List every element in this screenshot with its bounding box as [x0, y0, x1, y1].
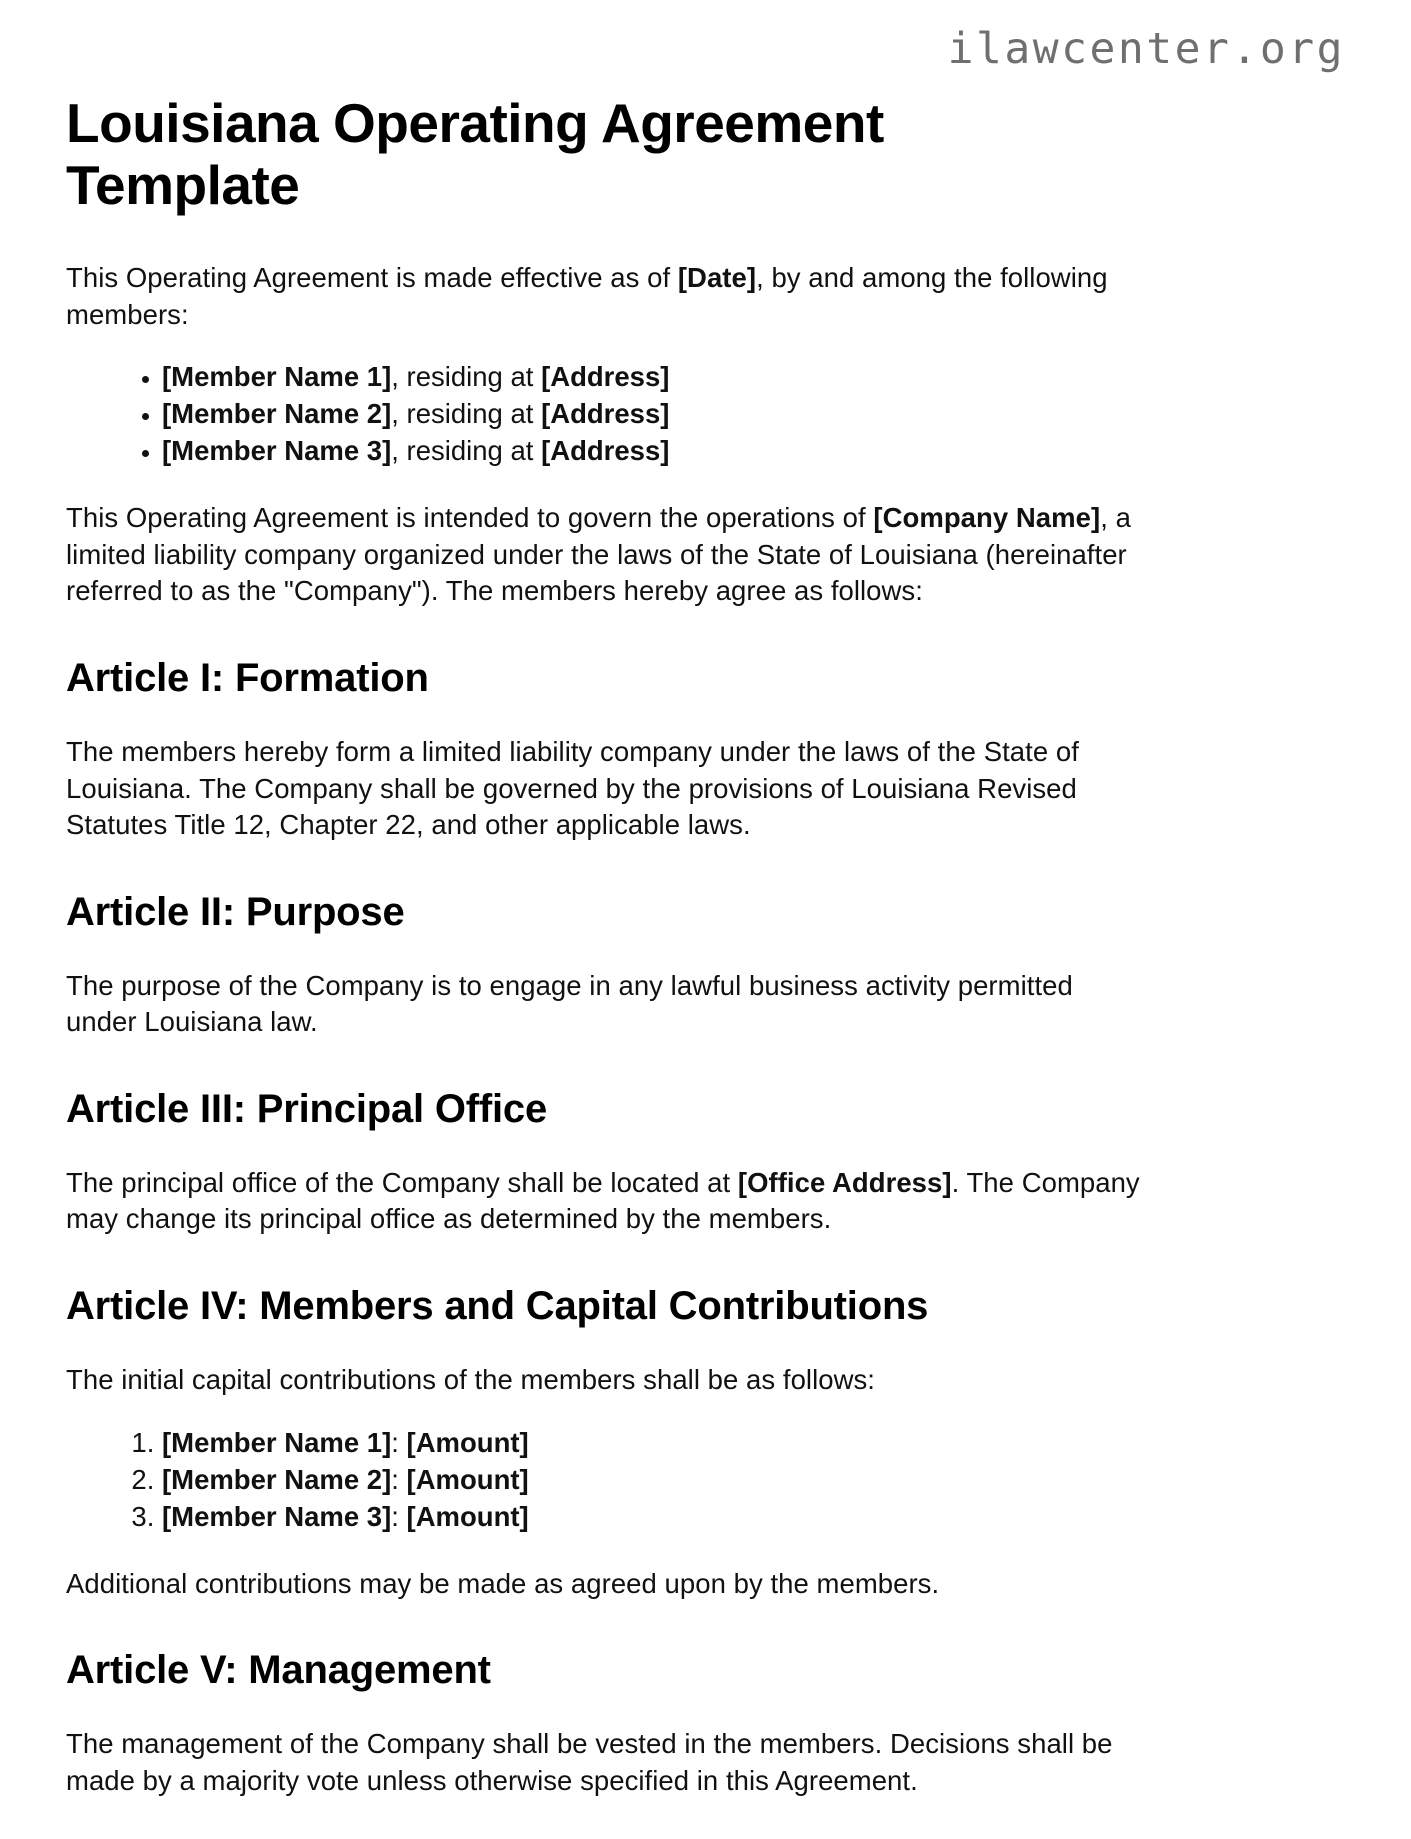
- spacer: [66, 470, 1345, 500]
- intro-text-before: This Operating Agreement is made effective as of: [66, 262, 678, 294]
- member-address: [Address]: [541, 361, 670, 393]
- spacer: [66, 934, 1345, 968]
- intro-text-after: , by and among the following members:: [66, 262, 1108, 330]
- governing-text-after: , a limited liability company organized under the laws of the State of Louisiana (hereinafter referred to as the "Company"). The members hereby agree as follows:: [66, 502, 1131, 607]
- list-item: [162, 359, 1345, 396]
- spacer: [66, 1041, 1345, 1087]
- contribution-separator: :: [391, 1463, 407, 1495]
- spacer: [66, 1692, 1345, 1726]
- spacer: [66, 1238, 1345, 1284]
- governing-text-before: This Operating Agreement is intended to govern the operations of: [66, 502, 874, 534]
- member-address: [Address]: [541, 398, 670, 430]
- office-text-after: . The Company may change its principal office as determined by the members.: [66, 1166, 1140, 1235]
- contribution-separator: :: [391, 1500, 407, 1532]
- member-residing-text: , residing at: [391, 435, 542, 467]
- article-body-5: The management of the Company shall be vested in the members. Decisions shall be made by a majority vote unless otherwise specified in this Agreement.: [66, 1728, 1113, 1796]
- member-list: [66, 359, 1345, 470]
- spacer: [66, 1536, 1345, 1566]
- spacer: [66, 333, 1345, 359]
- contribution-member-name: [Member Name 2]: [162, 1463, 392, 1495]
- company-name-placeholder: [Company Name]: [873, 502, 1101, 534]
- governing-paragraph: [66, 500, 1142, 610]
- contribution-amount: [Amount]: [406, 1463, 529, 1495]
- member-residing-text: , residing at: [391, 361, 542, 393]
- intro-paragraph: [66, 260, 1142, 333]
- member-address: [Address]: [541, 435, 670, 467]
- contribution-amount: [Amount]: [406, 1426, 529, 1458]
- spacer: [66, 700, 1345, 734]
- article-heading-5: Article V: Management: [66, 1648, 491, 1693]
- article-body-3: [66, 1165, 1142, 1238]
- spacer: [66, 216, 1345, 260]
- spacer: [66, 844, 1345, 890]
- article-4-closing: Additional contributions may be made as agreed upon by the members.: [66, 1567, 940, 1599]
- member-residing-text: , residing at: [391, 398, 542, 430]
- watermark-row: [66, 0, 1345, 92]
- date-placeholder: [Date]: [677, 262, 757, 294]
- article-heading-4: Article IV: Members and Capital Contributions: [66, 1283, 929, 1328]
- spacer: [66, 1328, 1345, 1362]
- member-name: [Member Name 2]: [162, 398, 392, 430]
- member-name: [Member Name 1]: [162, 361, 392, 393]
- contribution-member-name: [Member Name 1]: [162, 1426, 392, 1458]
- spacer: [66, 610, 1345, 656]
- article-4-lead-in: The initial capital contributions of the members shall be as follows:: [66, 1363, 875, 1395]
- office-text-before: The principal office of the Company shall be located at: [66, 1166, 738, 1198]
- article-heading-1: Article I: Formation: [66, 656, 429, 701]
- contribution-separator: :: [391, 1426, 407, 1458]
- contribution-member-name: [Member Name 3]: [162, 1500, 392, 1532]
- spacer: [66, 1399, 1345, 1425]
- spacer: [66, 1131, 1345, 1165]
- spacer: [66, 1602, 1345, 1648]
- article-heading-2: Article II: Purpose: [66, 889, 405, 934]
- list-item: [162, 1499, 1345, 1536]
- list-item: [162, 1462, 1345, 1499]
- page-title: Louisiana Operating Agreement Template: [66, 92, 884, 217]
- member-name: [Member Name 3]: [162, 435, 392, 467]
- article-body-2: The purpose of the Company is to engage in any lawful business activity permitted under Louisiana law.: [66, 969, 1073, 1038]
- capital-contributions-list: [66, 1425, 1345, 1536]
- contribution-amount: [Amount]: [406, 1500, 529, 1532]
- office-address-placeholder: [Office Address]: [737, 1166, 952, 1198]
- list-item: [162, 396, 1345, 433]
- article-body-1: The members hereby form a limited liability company under the laws of the State of Louisiana. The Company shall be governed by the provisions of Louisiana Revised Statutes Title 12, Chapter 22, and other applicable laws.: [66, 736, 1079, 841]
- article-heading-3: Article III: Principal Office: [66, 1086, 547, 1131]
- list-item: [162, 1425, 1345, 1462]
- list-item: [162, 433, 1345, 470]
- site-watermark: ilawcenter.org: [947, 24, 1345, 74]
